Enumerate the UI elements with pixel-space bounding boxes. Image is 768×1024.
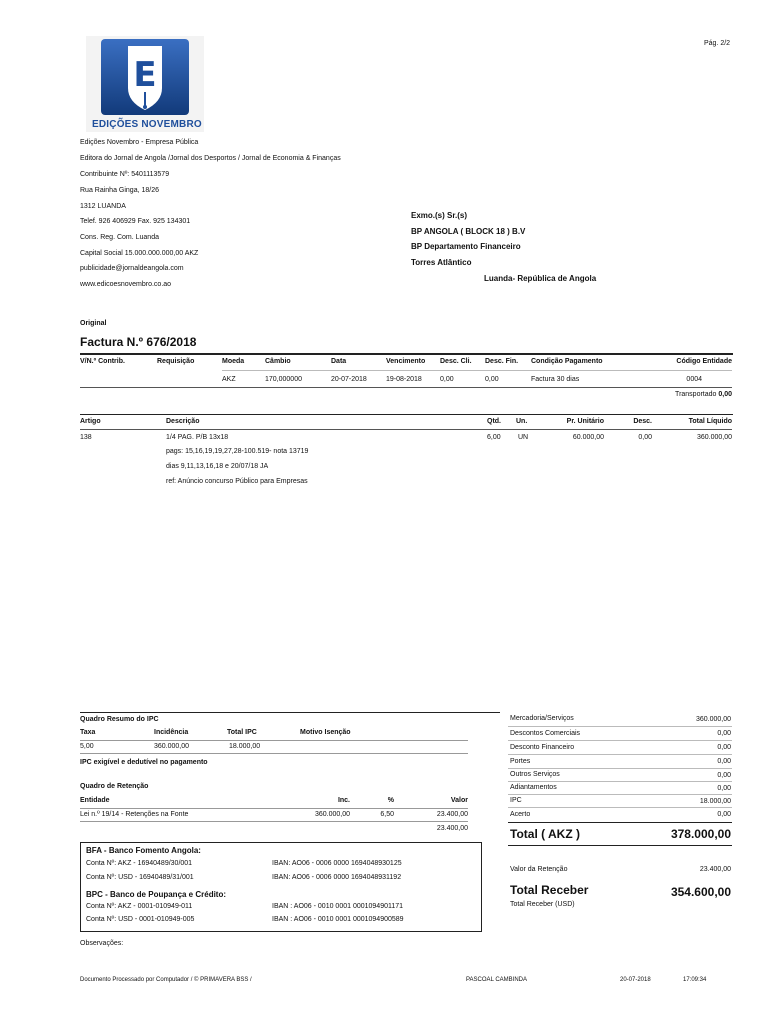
ret-entidade: Lei n.º 19/14 - Retenções na Fonte <box>80 811 189 818</box>
value-moeda: AKZ <box>222 376 236 383</box>
total-label: Desconto Financeiro <box>510 744 575 751</box>
item-descricao-line: ref: Anúncio concurso Público para Empresas <box>166 478 308 485</box>
item-qtd: 6,00 <box>487 434 501 441</box>
ret-valor: 23.400,00 <box>436 811 468 818</box>
total-value: 0,00 <box>717 772 731 779</box>
col-artigo: Artigo <box>80 418 101 425</box>
total-value: 0,00 <box>717 785 731 792</box>
total-value: 360.000,00 <box>695 716 731 723</box>
company-registry: Cons. Reg. Com. Luanda <box>80 234 159 241</box>
total-value: 18.000,00 <box>699 798 731 805</box>
company-capital: Capital Social 15.000.000.000,00 AKZ <box>80 250 199 257</box>
recipient-line: BP ANGOLA ( BLOCK 18 ) B.V <box>411 227 526 236</box>
col-preco: Pr. Unitário <box>566 418 604 425</box>
svg-text:E: E <box>133 55 157 95</box>
col-cambio: Câmbio <box>265 358 291 365</box>
footer-user: PASCOAL CAMBINDA <box>466 977 528 983</box>
total-value: 0,00 <box>717 730 731 737</box>
total-receber-label: Total Receber <box>510 883 589 897</box>
total-receber-usd-label: Total Receber (USD) <box>510 901 575 908</box>
total-value: 0,00 <box>717 744 731 751</box>
total-label: Descontos Comerciais <box>510 730 581 737</box>
ret-inc: 360.000,00 <box>314 811 350 818</box>
company-website[interactable]: www.edicoesnovembro.co.ao <box>80 281 172 288</box>
item-artigo: 138 <box>80 434 92 441</box>
ipc-summary-title: Quadro Resumo do IPC <box>80 716 159 723</box>
value-desc-fin: 0,00 <box>485 376 499 383</box>
company-line: Editora do Jornal de Angola /Jornal dos Desportos / Jornal de Economia & Finanças <box>80 155 341 162</box>
bank-iban: IBAN: AO06 - 0006 0000 1694048931192 <box>272 874 402 881</box>
company-email[interactable]: publicidade@jornaldeangola.com <box>80 265 184 272</box>
bank-account: Conta Nº: AKZ - 16940489/30/001 <box>86 860 193 867</box>
ipc-incidencia: 360.000,00 <box>154 743 190 750</box>
ipc-col-incidencia: Incidência <box>154 729 189 736</box>
company-line: Edições Novembro - Empresa Pública <box>80 139 199 146</box>
col-desc-cli: Desc. Cli. <box>440 358 472 365</box>
recipient-line: Torres Atlântico <box>411 258 472 267</box>
recipient-salutation: Exmo.(s) Sr.(s) <box>411 211 468 220</box>
total-label: Portes <box>510 758 531 765</box>
doc-type: Original <box>80 320 107 327</box>
company-address: Rua Rainha Ginga, 18/26 <box>80 187 159 194</box>
ret-col-valor: Valor <box>450 797 468 804</box>
footer-time: 17:09:34 <box>683 977 707 983</box>
value-condicao: Factura 30 dias <box>531 376 580 383</box>
total-akz-label: Total ( AKZ ) <box>510 827 580 841</box>
item-descricao-line: pags: 15,16,19,19,27,28-100.519- nota 13719 <box>166 448 309 455</box>
bank-name: BFA - Banco Fomento Angola: <box>86 846 201 855</box>
ret-col-entidade: Entidade <box>80 797 110 804</box>
recipient-line: BP Departamento Financeiro <box>411 242 521 251</box>
col-data: Data <box>331 358 347 365</box>
col-desc-fin: Desc. Fin. <box>485 358 519 365</box>
col-descricao: Descrição <box>166 418 200 425</box>
col-vencimento: Vencimento <box>386 358 426 365</box>
ret-col-inc: Inc. <box>337 797 350 804</box>
total-value: 0,00 <box>717 811 731 818</box>
recipient-city: Luanda- República de Angola <box>484 274 597 283</box>
retention-value: 23.400,00 <box>699 866 731 873</box>
total-akz-value: 378.000,00 <box>670 827 731 841</box>
value-data: 20-07-2018 <box>331 376 367 383</box>
retention-label: Valor da Retenção <box>510 866 568 873</box>
total-receber-value: 354.600,00 <box>670 885 731 899</box>
invoice-title: Factura N.º 676/2018 <box>80 335 197 349</box>
company-city: 1312 LUANDA <box>80 203 126 210</box>
total-label: Mercadoria/Serviços <box>510 715 574 722</box>
ipc-col-taxa: Taxa <box>80 729 96 736</box>
transportado-value: 0,00 <box>718 391 732 398</box>
value-desc-cli: 0,00 <box>440 376 454 383</box>
total-value: 0,00 <box>717 758 731 765</box>
observacoes: Observações: <box>80 940 124 947</box>
total-label: Adiantamentos <box>510 784 557 791</box>
company-tax-id: Contribuinte Nº: 5401113579 <box>80 171 170 178</box>
bank-account: Conta Nº: AKZ - 0001-010949-011 <box>86 903 193 910</box>
col-codigo: Código Entidade <box>676 358 732 365</box>
total-label: Acerto <box>510 811 531 818</box>
col-moeda: Moeda <box>222 358 245 365</box>
bank-name: BPC - Banco de Poupança e Crédito: <box>86 890 227 899</box>
transportado-label: Transportado <box>675 391 717 398</box>
ipc-col-motivo: Motivo Isenção <box>300 729 351 736</box>
company-phone: Telef. 926 406929 Fax. 925 134301 <box>80 218 191 225</box>
col-requisicao: Requisição <box>157 358 195 365</box>
value-vencimento: 19-08-2018 <box>386 376 422 383</box>
value-codigo: 0004 <box>686 376 702 383</box>
footer-processed: Documento Processado por Computador / © PRIMAVERA BSS / <box>80 977 252 983</box>
page-number: Pág. 2/2 <box>704 40 731 47</box>
ipc-taxa: 5,00 <box>80 743 94 750</box>
brand-name: EDIÇÕES NOVEMBRO <box>92 119 202 130</box>
footer-date: 20-07-2018 <box>620 977 651 983</box>
col-qtd: Qtd. <box>487 418 501 425</box>
title-rule <box>80 353 733 355</box>
value-cambio: 170,000000 <box>265 376 302 383</box>
item-preco: 60.000,00 <box>572 434 604 441</box>
col-contrib: V/N.º Contrib. <box>80 358 125 365</box>
col-total-liquido: Total Líquido <box>688 418 732 425</box>
transportado <box>600 391 732 398</box>
col-condicao: Condição Pagamento <box>531 358 603 365</box>
logo-mark <box>86 36 204 132</box>
ipc-note: IPC exigível e dedutível no pagamento <box>80 759 208 766</box>
col-un: Un. <box>516 418 528 425</box>
ret-pct: 6,50 <box>380 811 394 818</box>
bank-account: Conta Nº: USD - 0001-010949-005 <box>86 916 195 923</box>
ret-total: 23.400,00 <box>436 825 468 832</box>
item-desc: 0,00 <box>638 434 652 441</box>
bank-account: Conta Nº: USD - 16940489/31/001 <box>86 874 194 881</box>
item-descricao-line: dias 9,11,13,16,18 e 20/07/18 JA <box>166 463 269 470</box>
company-logo <box>86 36 204 132</box>
bank-iban: IBAN : AO06 - 0010 0001 0001094901171 <box>272 903 404 910</box>
total-label: Outros Serviços <box>510 771 560 778</box>
total-label: IPC <box>510 797 522 804</box>
item-descricao-line: 1/4 PAG. P/B 13x18 <box>166 434 229 441</box>
ipc-total: 18.000,00 <box>229 743 261 750</box>
col-desc: Desc. <box>633 418 652 425</box>
bank-iban: IBAN : AO06 - 0010 0001 0001094900589 <box>272 916 404 923</box>
ret-col-pct: % <box>387 797 394 804</box>
item-un: UN <box>518 434 529 441</box>
ipc-col-total: Total IPC <box>227 729 257 736</box>
item-total: 360.000,00 <box>696 434 732 441</box>
retention-title: Quadro de Retenção <box>80 783 149 790</box>
bank-iban: IBAN: AO06 - 0006 0000 1694048930125 <box>272 860 402 867</box>
